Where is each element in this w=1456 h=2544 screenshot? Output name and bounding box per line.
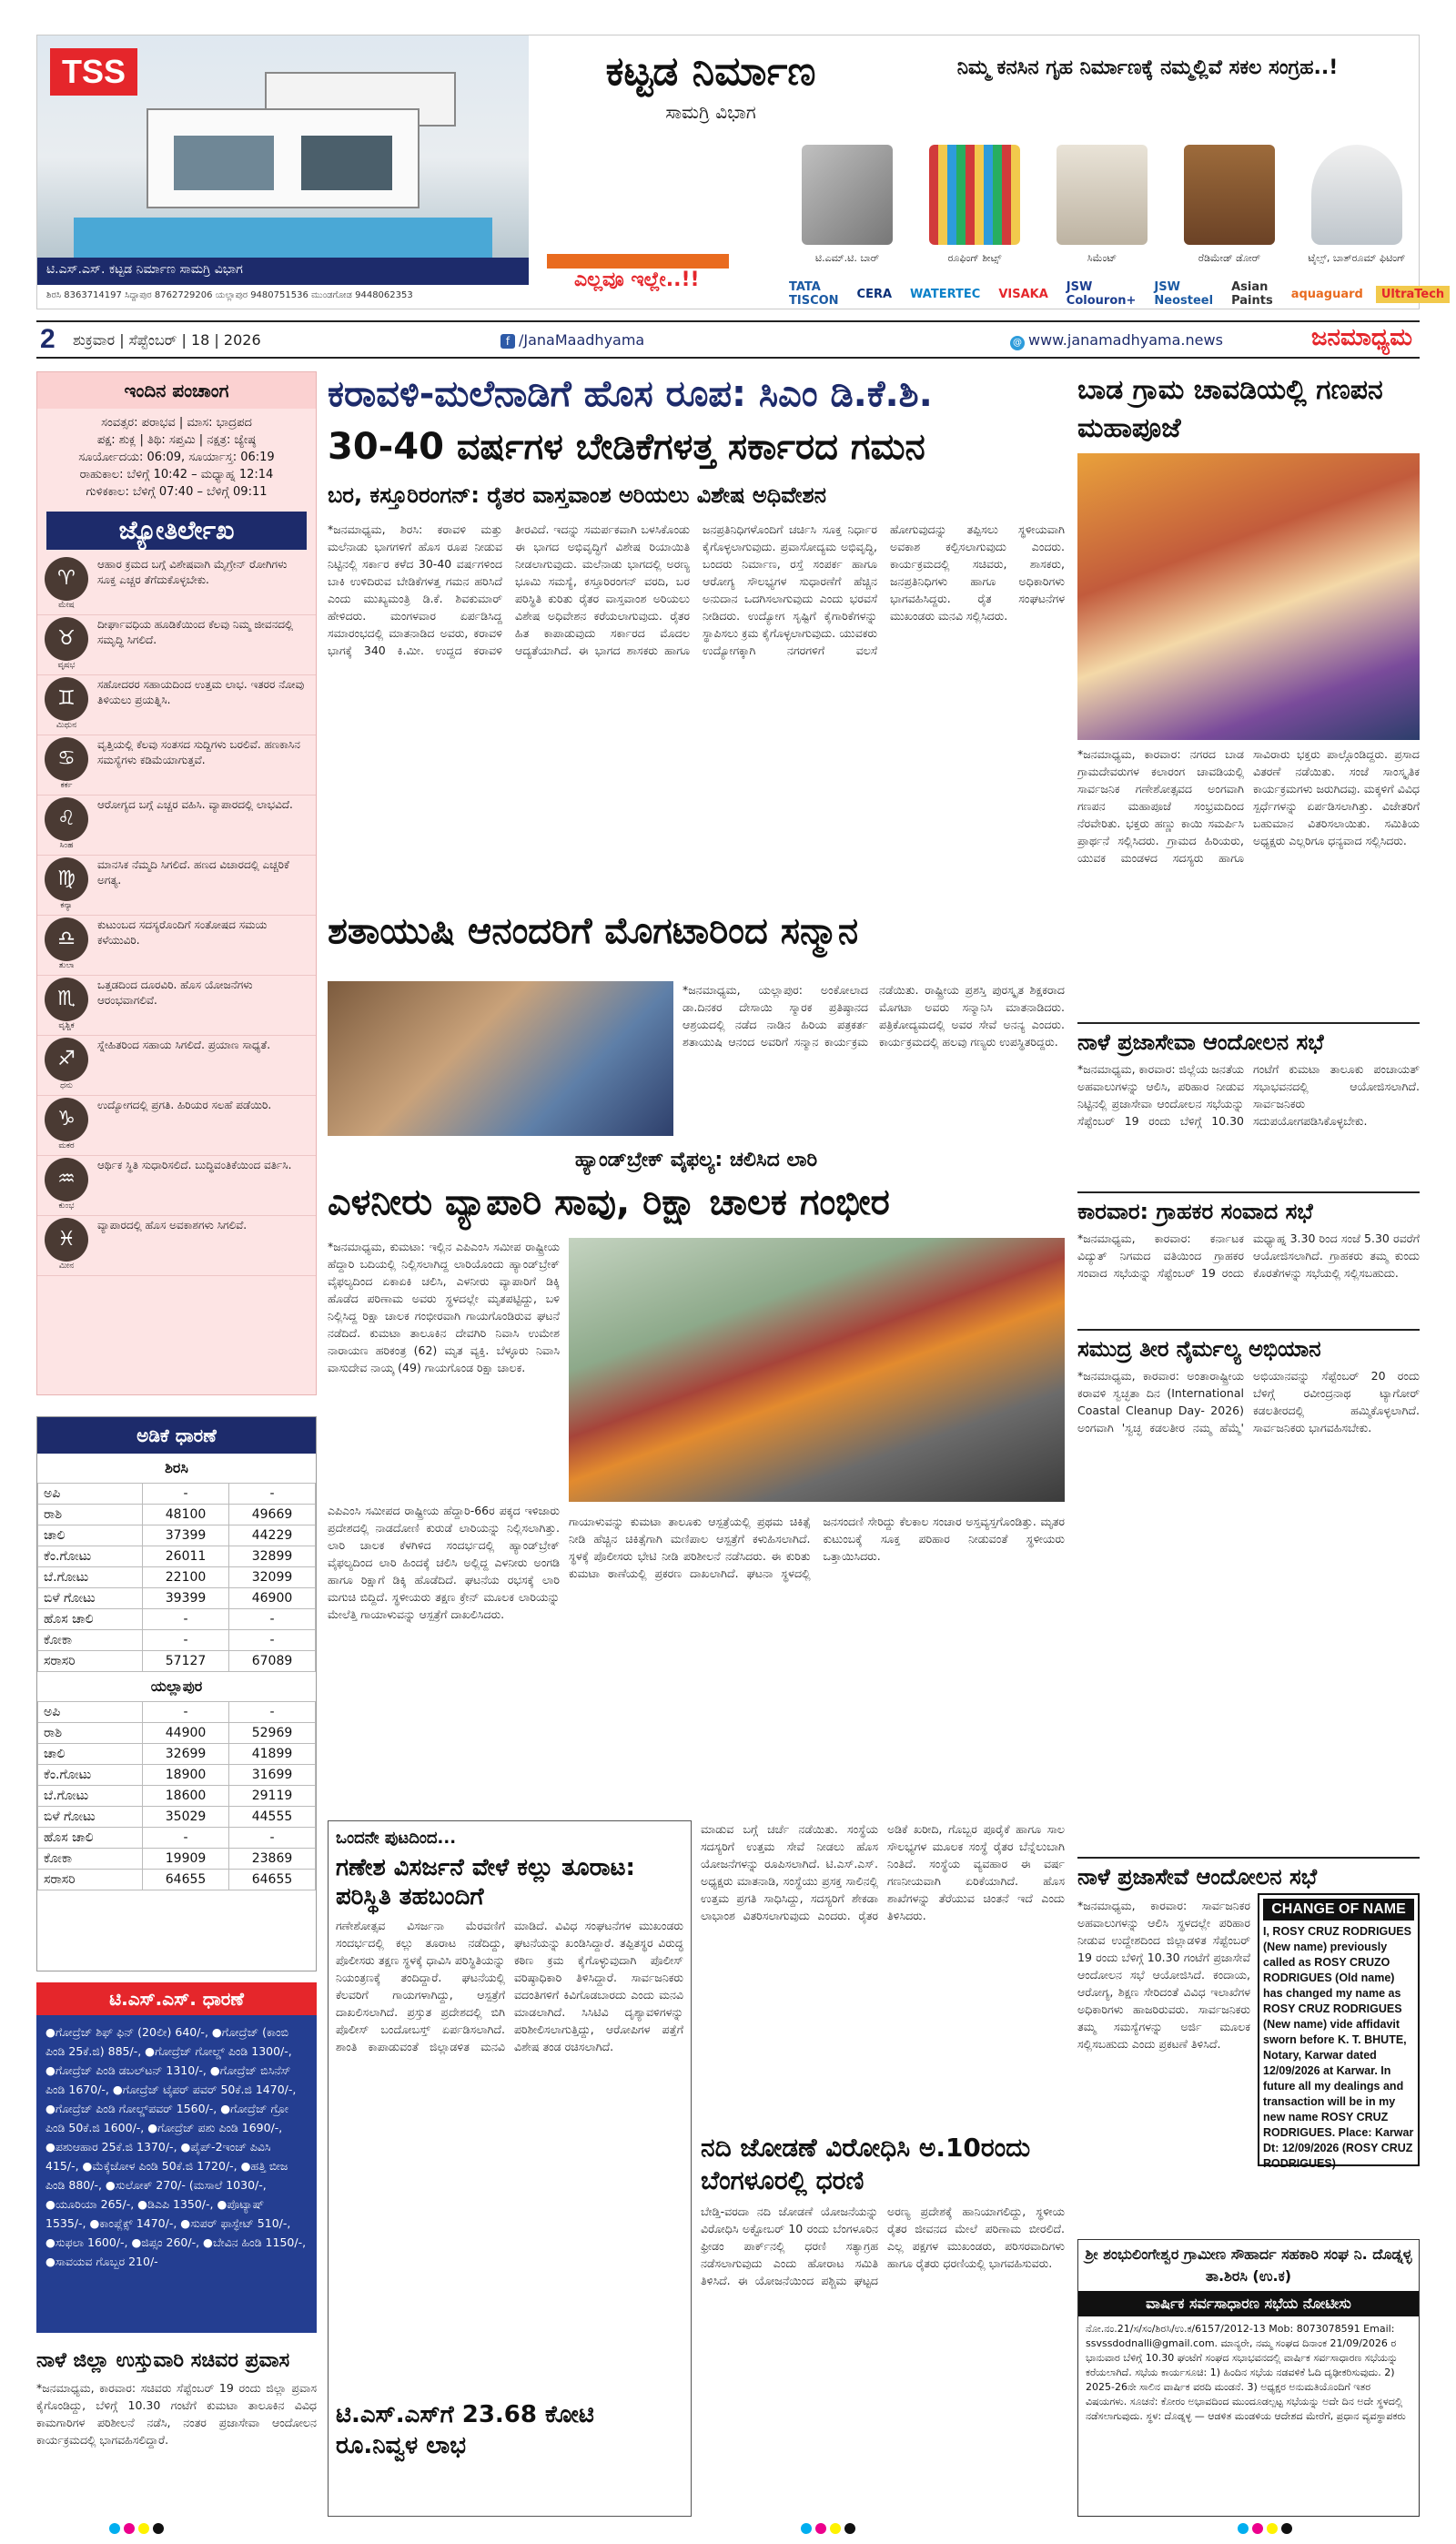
arecanut-rates-box [36, 1416, 317, 1971]
tss-profit-headline: ಟಿ.ಎಸ್.ಎಸ್‌ಗೆ 23.68 ಕೋಟಿ ರೂ.ನಿವ್ವಳ ಲಾಭ [336, 2401, 594, 2459]
market-name: ಯಲ್ಲಾಪುರ [37, 1672, 316, 1701]
max-rate: 44555 [229, 1807, 316, 1828]
zodiac-name: ವೃಷಭ [57, 661, 76, 670]
facebook-icon: f [500, 334, 515, 349]
cooperative-name: ಶ್ರೀ ಶಂಭುಲಿಂಗೇಶ್ವರ ಗ್ರಾಮೀಣ ಸೌಹಾರ್ದ ಸಹಕಾರಿ ಸಂಘ ನಿ. ದೊಡ್ನಳ್ಳ ತಾ.ಶಿರಸಿ (ಉ.ಕ) [1085, 2245, 1412, 2285]
agm-notice-title: ವಾರ್ಷಿಕ ಸರ್ವಸಾಧಾರಣ ಸಭೆಯ ನೋಟೀಸು [1078, 2291, 1419, 2316]
article-body: *ಜನಮಾಧ್ಯಮ, ಕಾರವಾರ: ಸಚಿವರು ಸೆಪ್ಟೆಂಬರ್ 19 ರಂದು ಜಿಲ್ಲಾ ಪ್ರವಾಸ ಕೈಗೊಂಡಿದ್ದು, ಬೆಳಿಗ್ಗೆ 10.30 ಗಂಟೆಗೆ ಕುಮಟಾ ತಾಲೂಕಿನ ವಿವಿಧ ಕಾಮಗಾರಿಗಳ ಪರಿಶೀಲನೆ ನಡೆಸಿ, ನಂತರ ಪ್ರಜಾಸೇವಾ ಆಂದೋಲನ ಕಾರ್ಯಕ್ರಮದಲ್ಲಿ ಭಾಗವಹಿಸಲಿದ್ದಾರೆ. [36, 2381, 317, 2447]
product-roofing-sheets: ರೂಫಿಂಗ್ ಶೀಟ್ಸ್ [911, 145, 1038, 281]
zodiac-name: ಮಕರ [58, 1141, 75, 1150]
panchanga-title: ಇಂದಿನ ಪಂಚಾಂಗ [37, 372, 316, 409]
ad-slogan-band [547, 254, 756, 301]
tss-profit-body: ಮಾಡುವ ಬಗ್ಗೆ ಚರ್ಚೆ ನಡೆಯಿತು. ಸಂಸ್ಥೆಯ ಸದಸ್ಯರಿಗೆ ಉತ್ತಮ ಸೇವೆ ನೀಡಲು ಹೊಸ ಯೋಜನೆಗಳನ್ನು ರೂಪಿಸಲಾಗಿದೆ. ಟಿ.ಎಸ್.ಎಸ್. ಅಧ್ಯಕ್ಷರು ಮಾತನಾಡಿ, ಸಂಸ್ಥೆಯು ಪ್ರಸಕ್ತ ಸಾಲಿನಲ್ಲಿ ಉತ್ತಮ ಪ್ರಗತಿ ಸಾಧಿಸಿದ್ದು, ಸದಸ್ಯರಿಗೆ ಶೇಕಡಾ ಲಾಭಾಂಶ ವಿತರಿಸಲಾಗುವುದು ಎಂದರು. ರೈತರ ಅಡಿಕೆ ಖರೀದಿ, ಗೊಬ್ಬರ ಪೂರೈಕೆ ಹಾಗೂ ಸಾಲ ಸೌಲಭ್ಯಗಳ ಮೂಲಕ ಸಂಸ್ಥೆ ರೈತರ ಬೆನ್ನೆಲುಬಾಗಿ ನಿಂತಿದೆ. ಸಂಸ್ಥೆಯ ವ್ಯವಹಾರ ಈ ವರ್ಷ ಗಣನೀಯವಾಗಿ ಏರಿಕೆಯಾಗಿದೆ. ಹೊಸ ಶಾಖೆಗಳನ್ನು ತೆರೆಯುವ ಚಿಂತನೆ ಇದೆ ಎಂದು ತಿಳಿಸಿದರು. [701, 1822, 1065, 1922]
tss-rates-title: ಟಿ.ಎಸ್.ಎಸ್. ಧಾರಣೆ [36, 1982, 317, 2015]
variety-name: ಕೋಕಾ [38, 1849, 143, 1870]
min-rate: - [143, 1484, 229, 1505]
ganesha-body: ಗಣೇಶೋತ್ಸವ ವಿಸರ್ಜನಾ ಮೆರವಣಿಗೆ ಸಂದರ್ಭದಲ್ಲಿ ಕಲ್ಲು ತೂರಾಟ ನಡೆದಿದ್ದು, ಪೊಲೀಸರು ತಕ್ಷಣ ಸ್ಥಳಕ್ಕೆ ಧಾವಿಸಿ ಪರಿಸ್ಥಿತಿಯನ್ನು ನಿಯಂತ್ರಣಕ್ಕೆ ತಂದಿದ್ದಾರೆ. ಘಟನೆಯಲ್ಲಿ ಕೆಲವರಿಗೆ ಗಾಯಗಳಾಗಿದ್ದು, ಆಸ್ಪತ್ರೆಗೆ ದಾಖಲಿಸಲಾಗಿದೆ. ಪ್ರಸ್ತುತ ಪ್ರದೇಶದಲ್ಲಿ ಬಿಗಿ ಪೊಲೀಸ್ ಬಂದೋಬಸ್ತ್ ಏರ್ಪಡಿಸಲಾಗಿದೆ. ಶಾಂತಿ ಕಾಪಾಡುವಂತೆ ಜಿಲ್ಲಾಡಳಿತ ಮನವಿ ಮಾಡಿದೆ. ವಿವಿಧ ಸಂಘಟನೆಗಳ ಮುಖಂಡರು ಘಟನೆಯನ್ನು ಖಂಡಿಸಿದ್ದಾರೆ. ತಪ್ಪಿತಸ್ಥರ ವಿರುದ್ಧ ಕಠಿಣ ಕ್ರಮ ಕೈಗೊಳ್ಳುವುದಾಗಿ ಪೊಲೀಸ್ ವರಿಷ್ಠಾಧಿಕಾರಿ ತಿಳಿಸಿದ್ದಾರೆ. ಸಾರ್ವಜನಿಕರು ವದಂತಿಗಳಿಗೆ ಕಿವಿಗೊಡಬಾರದು ಎಂದು ಮನವಿ ಮಾಡಲಾಗಿದೆ. ಸಿಸಿಟಿವಿ ದೃಶ್ಯಾವಳಿಗಳನ್ನು ಪರಿಶೀಲಿಸಲಾಗುತ್ತಿದ್ದು, ಆರೋಪಿಗಳ ಪತ್ತೆಗೆ ವಿಶೇಷ ತಂಡ ರಚಿಸಲಾಗಿದೆ. [336, 1919, 683, 2053]
facebook-link[interactable]: f /JanaMaadhyama [500, 331, 644, 349]
max-rate: 31699 [229, 1765, 316, 1786]
page-date: ಶುಕ್ರವಾರ | ಸೆಪ್ಟೆಂಬರ್ | 18 | 2026 [73, 331, 261, 349]
ad-contacts: ಶಿರಸಿ 8363714197 ಸಿದ್ದಾಪುರ 8762729206 ಯಲ್ಲಾಪುರ 9480751536 ಮುಂಡಗೋಡ 9448062353 [37, 285, 529, 309]
horoscope-text: ಒತ್ತಡದಿಂದ ದೂರವಿರಿ. ಹೊಸ ಯೋಜನೆಗಳು ಆರಂಭವಾಗಲಿವೆ. [97, 978, 253, 1007]
ad-title: ಕಟ್ಟಡ ನಿರ್ಮಾಣ [605, 48, 816, 95]
horoscope-item [37, 1216, 316, 1276]
horoscope-text: ಆರ್ಥಿಕ ಸ್ಥಿತಿ ಸುಧಾರಿಸಲಿದೆ. ಬುದ್ಧಿವಂತಿಕೆಯಿಂದ ವರ್ತಿಸಿ. [97, 1159, 292, 1171]
continued-from-front-box [328, 1820, 692, 2517]
max-rate: 46900 [229, 1588, 316, 1609]
table-row [38, 1765, 316, 1786]
max-rate: - [229, 1828, 316, 1849]
ganapati-puja-headline: ಬಾಡ ಗ್ರಾಮ ಚಾವಡಿಯಲ್ಲಿ ಗಣಪನ ಮಹಾಪೂಜೆ [1077, 374, 1383, 444]
market-rate-table [37, 1701, 316, 1890]
tss-logo: TSS [50, 48, 137, 96]
tss-rates-box [36, 1982, 317, 2333]
river-link-body: ಬೇಡ್ತಿ-ವರದಾ ನದಿ ಜೋಡಣೆ ಯೋಜನೆಯನ್ನು ವಿರೋಧಿಸಿ ಅಕ್ಟೋಬರ್ 10 ರಂದು ಬೆಂಗಳೂರಿನ ಫ್ರೀಡಂ ಪಾರ್ಕ್‌ನಲ್ಲಿ ಧರಣಿ ಸತ್ಯಾಗ್ರಹ ನಡೆಸಲಾಗುವುದು ಎಂದು ಹೋರಾಟ ಸಮಿತಿ ತಿಳಿಸಿದೆ. ಈ ಯೋಜನೆಯಿಂದ ಪಶ್ಚಿಮ ಘಟ್ಟದ ಅರಣ್ಯ ಪ್ರದೇಶಕ್ಕೆ ಹಾನಿಯಾಗಲಿದ್ದು, ಸ್ಥಳೀಯ ರೈತರ ಜೀವನದ ಮೇಲೆ ಪರಿಣಾಮ ಬೀರಲಿದೆ. ಎಲ್ಲ ಪಕ್ಷಗಳ ಮುಖಂಡರು, ಪರಿಸರವಾದಿಗಳು ಹಾಗೂ ರೈತರು ಧರಣಿಯಲ್ಲಿ ಭಾಗವಹಿಸುವರು. [701, 2204, 1065, 2287]
masthead: ಜನಮಾಧ್ಯಮ [1311, 324, 1412, 351]
brand-logo: WATERTEC [910, 287, 981, 301]
max-rate: - [229, 1702, 316, 1723]
market-name: ಶಿರಸಿ [37, 1454, 316, 1483]
zodiac-name: ತುಲಾ [58, 961, 75, 970]
tss-rates-list: ●ಗೋದ್ರೆಜ್ ಶಿಫ್ ಫಿನ್ (20ಲೀ) 640/-, ●ಗೋದ್ರೆಜ್ (ಕಾಂಬಿ ಪಿಂಡಿ 25ಕೆ.ಜಿ) 885/-, ●ಗೋದ್ರೆಜ್ ಗೋಲ್ಡ್ ಪಿಂಡಿ 1300/-, ●ಗೋದ್ರೆಜ್ ಪಿಂಡಿ ಡಬಲ್‌ಟನ್ 1310/-, ●ಗೋದ್ರೆಜ್ ಬಿಸಿನೆಸ್ ಪಿಂಡಿ 1670/-, ●ಗೋದ್ರೆಜ್ ಟೈಪರ್ ಪವರ್ 50ಕೆ.ಜಿ 1470/-, ●ಗೋದ್ರೆಜ್ ಪಿಂಡಿ ಗೋಲ್ಡ್‌ಪವರ್ 1560/-, ●ಗೋದ್ರೆಜ್ ಗ್ರೋ ಪಿಂಡಿ 50ಕೆ.ಜಿ 1600/-, ●ಗೋದ್ರೆಜ್ ಪಶು ಪಿಂಡಿ 1690/-, ●ಪಶುಆಹಾರ 25ಕೆ.ಜಿ 1370/-, ●ಪೈಪ್-2ಇಂಚ್ ಪಿವಿಸಿ 415/-, ●ಮೆಕ್ಕೆಜೋಳ ಪಿಂಡಿ 50ಕೆ.ಜಿ 1720/-, ●ಹತ್ತಿ ಬೀಜ ಪಿಂಡಿ 880/-, ●ಸುಲೋಕ್ 270/- (ಮಸಾಲೆ 1030/-, ●ಯೂರಿಯಾ 265/-, ●ಡಿಎಪಿ 1350/-, ●ಪೊಟ್ಯಾಷ್ 1535/-, ●ಕಾಂಪ್ಲೆಕ್ಸ್ 1470/-, ●ಸುಪರ್ ಫಾಸ್ಫೇಟ್ 510/-, ●ಸುಫಲಾ 1600/-, ●ಜಿಪ್ಸಂ 260/-, ●ಬೇವಿನ ಹಿಂಡಿ 1150/-, ●ಸಾವಯವ ಗೊಬ್ಬರ 210/- [46, 2025, 307, 2268]
cooperative-notice [1077, 2239, 1420, 2517]
variety-name: ಕೆಂ.ಗೋಟು [38, 1765, 143, 1786]
min-rate: 19909 [143, 1849, 229, 1870]
zodiac-name: ಕರ್ಕ [60, 781, 73, 790]
accident-photo [569, 1238, 1065, 1502]
ad-tagline: ನಿಮ್ಮ ಕನಸಿನ ಗೃಹ ನಿರ್ಮಾಣಕ್ಕೆ ನಮ್ಮಲ್ಲಿವೆ ಸಕಲ ಸಂಗ್ರಹ..! [956, 56, 1339, 79]
table-row [38, 1828, 316, 1849]
river-link-headline: ನದಿ ಜೋಡಣೆ ವಿರೋಧಿಸಿ ಅ.10ರಂದು ಬೆಂಗಳೂರಲ್ಲಿ ಧರಣಿ [701, 2133, 1031, 2195]
zodiac-name: ಮಿಥುನ [56, 721, 77, 730]
brand-logo: JSW Neosteel [1154, 280, 1214, 308]
coastal-cleanup-body: *ಜನಮಾಧ್ಯಮ, ಕಾರವಾರ: ಅಂತಾರಾಷ್ಟ್ರೀಯ ಕರಾವಳಿ ಸ್ವಚ್ಛತಾ ದಿನ (International Coastal Cleanup Day- 2026) ಅಂಗವಾಗಿ 'ಸ್ವಚ್ಛ ಕಡಲತೀರ ನಮ್ಮ ಹೆಮ್ಮೆ' ಅಭಿಯಾನವನ್ನು ಸೆಪ್ಟೆಂಬರ್ 20 ರಂದು ಬೆಳಿಗ್ಗೆ ರವೀಂದ್ರನಾಥ ಟ್ಯಾಗೋರ್ ಕಡಲತೀರದಲ್ಲಿ ಹಮ್ಮಿಕೊಳ್ಳಲಾಗಿದೆ. ಸಾರ್ವಜನಿಕರು ಭಾಗವಹಿಸಬೇಕು. [1077, 1369, 1420, 1434]
max-rate: 29119 [229, 1786, 316, 1807]
horoscope-text: ದೀರ್ಘಾವಧಿಯ ಹೂಡಿಕೆಯಿಂದ ಕೆಲವು ನಿಮ್ಮ ಜೀವನದಲ್ಲಿ ಸಮೃದ್ಧಿ ಸಿಗಲಿದೆ. [97, 618, 294, 646]
variety-name: ಸರಾಸರಿ [38, 1651, 143, 1672]
change-of-name-title: CHANGE OF NAME [1263, 1899, 1414, 1921]
table-row [38, 1588, 316, 1609]
praja-seve-headline-2: ನಾಳೆ ಪ್ರಜಾಸೇವೆ ಆಂದೋಲನ ಸಭೆ [1077, 1857, 1420, 1891]
brand-logo: UltraTech [1376, 286, 1450, 303]
table-row [38, 1484, 316, 1505]
product-door: ರೆಡಿಮೇಡ್ ಡೋರ್ [1166, 145, 1293, 281]
zodiac-icon: ♐ [45, 1038, 88, 1081]
variety-name: ಅಪಿ [38, 1702, 143, 1723]
table-row [38, 1651, 316, 1672]
brand-logo: CERA [856, 287, 893, 301]
agm-notice-body: ನೋ.ನಂ.21/ಸ/ಸಂ/ಶಿರಸಿ/ಉ.ಕ/6157/2012-13 Mob: 8073078591 Email: ssvssdodnalli@gmail.com. ಮಾನ್ಯರೇ, ನಮ್ಮ ಸಂಘದ ದಿನಾಂಕ 21/09/2026 ರ ಭಾನುವಾರ ಬೆಳಿಗ್ಗೆ 10.30 ಘಂಟೆಗೆ ಸಂಘದ ಸಭಾಭವನದಲ್ಲಿ ವಾರ್ಷಿಕ ಸರ್ವಸಾಧಾರಣ ಸಭೆಯನ್ನು ಕರೆಯಲಾಗಿದೆ. ಸಭೆಯ ಕಾರ್ಯಸೂಚಿ: 1) ಹಿಂದಿನ ಸಭೆಯ ನಡವಳಿಕೆ ಓದಿ ದೃಢೀಕರಿಸುವುದು. 2) 2025-26ನೇ ಸಾಲಿನ ವಾರ್ಷಿಕ ವರದಿ ಮಂಡನೆ. 3) ಅಧ್ಯಕ್ಷರ ಅನುಮತಿಯೊಂದಿಗೆ ಇತರ ವಿಷಯಗಳು. ಸೂಚನೆ: ಕೋರಂ ಅಭಾವದಿಂದ ಮುಂದೂಡಲ್ಪಟ್ಟ ಸಭೆಯನ್ನು ಅದೇ ದಿನ ಅದೇ ಸ್ಥಳದಲ್ಲಿ ನಡೆಸಲಾಗುವುದು. ಸ್ಥಳ: ದೊಡ್ನಳ್ಳ — ಆಡಳಿತ ಮಂಡಳಿಯ ಆದೇಶದ ಮೇರೆಗೆ, ಪ್ರಧಾನ ವ್ಯವಸ್ಥಾಪಕರು [1086, 2323, 1406, 2422]
arecanut-rates-title: ಅಡಿಕೆ ಧಾರಣೆ [37, 1417, 316, 1454]
zodiac-icon: ♍ [45, 857, 88, 901]
variety-name: ಕೋಕಾ [38, 1630, 143, 1651]
min-rate: 44900 [143, 1723, 229, 1744]
horoscope-item [37, 916, 316, 976]
min-rate: 37399 [143, 1525, 229, 1546]
lead-headline-1: ಕರಾವಳಿ-ಮಲೆನಾಡಿಗೆ ಹೊಸ ರೂಪ: ಸಿಎಂ ಡಿ.ಕೆ.ಶಿ. [328, 373, 933, 415]
variety-name: ಚಾಲಿ [38, 1744, 143, 1765]
variety-name: ಚಾಲಿ [38, 1525, 143, 1546]
accident-kicker: ಹ್ಯಾಂಡ್‌ಬ್ರೇಕ್ ವೈಫಲ್ಯ: ಚಲಿಸಿದ ಲಾರಿ [574, 1149, 818, 1171]
zodiac-icon: ♋ [45, 737, 88, 781]
product-cement: ಸಿಮೆಂಟ್ [1038, 145, 1166, 281]
table-row [38, 1807, 316, 1828]
ad-house-photo [37, 35, 529, 258]
praja-seva-headline: ನಾಳೆ ಪ್ರಜಾಸೇವಾ ಆಂದೋಲನ ಸಭೆ [1077, 1022, 1420, 1057]
felicitation-photo [328, 981, 673, 1136]
brand-logo: Asian Paints [1231, 280, 1273, 308]
zodiac-icon: ♎ [45, 917, 88, 961]
panchanga-details: ಸಂವತ್ಸರ: ಪರಾಭವ | ಮಾಸ: ಭಾದ್ರಪದ ಪಕ್ಷ: ಶುಕ್ಲ | ತಿಥಿ: ಸಪ್ತಮಿ | ನಕ್ಷತ್ರ: ಜ್ಯೇಷ್ಠ ಸೂರ್ಯೋದಯ: 06:09, ಸೂರ್ಯಾಸ್ತ: 06:19 ರಾಹುಕಾಲ: ಬೆಳಿಗ್ಗೆ 10:42 – ಮಧ್ಯಾಹ್ನ 12:14 ಗುಳಿಕಕಾಲ: ಬೆಳಿಗ್ಗೆ 07:40 – ಬೆಳಿಗ್ಗೆ 09:11 [78, 416, 275, 499]
min-rate: 26011 [143, 1546, 229, 1567]
brand-logo: aquaguard [1290, 287, 1363, 301]
min-rate: 64655 [143, 1870, 229, 1890]
variety-name: ಅಪಿ [38, 1484, 143, 1505]
min-rate: 18900 [143, 1765, 229, 1786]
max-rate: - [229, 1630, 316, 1651]
max-rate: - [229, 1484, 316, 1505]
variety-name: ಹೊಸ ಚಾಲಿ [38, 1828, 143, 1849]
table-row [38, 1870, 316, 1890]
change-of-name-notice [1258, 1893, 1420, 2170]
coastal-cleanup-article [1077, 1329, 1420, 1504]
variety-name: ಬೆ.ಗೋಟು [38, 1786, 143, 1807]
horoscope-text: ಆರೋಗ್ಯದ ಬಗ್ಗೆ ಎಚ್ಚರ ವಹಿಸಿ. ವ್ಯಾಪಾರದಲ್ಲಿ ಲಾಭವಿದೆ. [97, 798, 293, 811]
lead-headline-2: 30-40 ವರ್ಷಗಳ ಬೇಡಿಕೆಗಳತ್ತ ಸರ್ಕಾರದ ಗಮನ [328, 426, 925, 468]
max-rate: - [229, 1609, 316, 1630]
table-row [38, 1744, 316, 1765]
min-rate: 39399 [143, 1588, 229, 1609]
horoscope-item [37, 615, 316, 675]
praja-seva-article [1077, 1022, 1420, 1179]
table-row [38, 1849, 316, 1870]
max-rate: 49669 [229, 1505, 316, 1525]
horoscope-item [37, 1036, 316, 1096]
panchanga-box [36, 371, 317, 1395]
website-link[interactable]: @ www.janamadhyama.news [1010, 331, 1223, 350]
table-row [38, 1786, 316, 1807]
max-rate: 32899 [229, 1546, 316, 1567]
brand-logo: VISAKA [998, 287, 1048, 301]
min-rate: - [143, 1630, 229, 1651]
horoscope-item [37, 796, 316, 856]
zodiac-name: ವೃಶ್ಚಿಕ [58, 1021, 75, 1030]
minister-visit-article [36, 2348, 317, 2512]
horoscope-text: ಉದ್ಯೋಗದಲ್ಲಿ ಪ್ರಗತಿ. ಹಿರಿಯರ ಸಲಹೆ ಪಡೆಯಿರಿ. [97, 1099, 272, 1111]
brand-logo: TATA TISCON [789, 280, 839, 308]
min-rate: 48100 [143, 1505, 229, 1525]
table-row [38, 1723, 316, 1744]
page-number: 2 [40, 324, 56, 354]
horoscope-text: ವೃತ್ತಿಯಲ್ಲಿ ಕೆಲವು ಸಂತಸದ ಸುದ್ದಿಗಳು ಬರಲಿವೆ. ಹಣಕಾಸಿನ ಸಮಸ್ಯೆಗಳು ಕಡಿಮೆಯಾಗುತ್ತವೆ. [97, 738, 300, 766]
variety-name: ಹೊಸ ಚಾಲಿ [38, 1609, 143, 1630]
table-row [38, 1567, 316, 1588]
lead-deck: ಬರ, ಕಸ್ತೂರಿರಂಗನ್: ರೈತರ ವಾಸ್ತವಾಂಶ ಅರಿಯಲು ವಿಶೇಷ ಅಧಿವೇಶನ [328, 482, 826, 508]
page-header-strip [36, 320, 1420, 359]
zodiac-icon: ♌ [45, 797, 88, 841]
globe-icon: @ [1010, 336, 1025, 350]
horoscope-text: ಸ್ನೇಹಿತರಿಂದ ಸಹಾಯ ಸಿಗಲಿದೆ. ಪ್ರಯಾಣ ಸಾಧ್ಯತೆ. [97, 1039, 271, 1051]
felicitation-headline: ಶತಾಯುಷಿ ಆನಂದರಿಗೆ ಮೊಗಟಾರಿಂದ ಸನ್ಮಾನ [328, 910, 859, 952]
horoscope-item [37, 856, 316, 916]
horoscope-list [37, 555, 316, 1276]
table-row [38, 1630, 316, 1651]
zodiac-icon: ♓ [45, 1218, 88, 1262]
horoscope-item [37, 675, 316, 735]
max-rate: 44229 [229, 1525, 316, 1546]
horoscope-text: ಮಾನಸಿಕ ನೆಮ್ಮದಿ ಸಿಗಲಿದೆ. ಹಣದ ವಿಚಾರದಲ್ಲಿ ಎಚ್ಚರಿಕೆ ಅಗತ್ಯ. [97, 858, 289, 887]
ad-brand-row [784, 280, 1445, 308]
ad-subtitle: ಸಾಮಗ್ರಿ ವಿಭಾಗ [665, 101, 756, 123]
ganesha-headline: ಗಣೇಶ ವಿಸರ್ಜನೆ ವೇಳೆ ಕಲ್ಲು ತೂರಾಟ: ಪರಿಸ್ಥಿತಿ ತಹಬಂದಿಗೆ [336, 1854, 635, 1911]
zodiac-icon: ♊ [45, 677, 88, 721]
zodiac-name: ಧನು [60, 1081, 73, 1090]
max-rate: 52969 [229, 1723, 316, 1744]
table-row [38, 1546, 316, 1567]
accident-body-1: *ಜನಮಾಧ್ಯಮ, ಕುಮಟಾ: ಇಲ್ಲಿನ ಎಪಿಎಂಸಿ ಸಮೀಪ ರಾಷ್ಟ್ರೀಯ ಹೆದ್ದಾರಿ ಬದಿಯಲ್ಲಿ ನಿಲ್ಲಿಸಲಾಗಿದ್ದ ಲಾರಿಯೊಂದು ಹ್ಯಾಂಡ್‌ಬ್ರೇಕ್ ವೈಫಲ್ಯದಿಂದ ಏಕಾಏಕಿ ಚಲಿಸಿ, ಎಳನೀರು ವ್ಯಾಪಾರಿಗೆ ಡಿಕ್ಕಿ ಹೊಡೆದ ಪರಿಣಾಮ ಅವರು ಸ್ಥಳದಲ್ಲೇ ಮೃತಪಟ್ಟಿದ್ದು, ಬಳಿ ನಿಲ್ಲಿಸಿದ್ದ ರಿಕ್ಷಾ ಚಾಲಕ ಗಂಭೀರವಾಗಿ ಗಾಯಗೊಂಡಿರುವ ಘಟನೆ ನಡೆದಿದೆ. ಕುಮಟಾ ತಾಲೂಕಿನ ದೇವಗಿರಿ ನಿವಾಸಿ ಉಮೇಶ ನಾರಾಯಣ ಹರಿಕಂತ್ರ (62) ಮೃತ ವ್ಯಕ್ತಿ. ಬೆಳ್ಳೂರು ನಿವಾಸಿ ವಾಸುದೇವ ನಾಯ್ಕ (49) ಗಾಯಗೊಂಡ ರಿಕ್ಷಾ ಚಾಲಕ. [328, 1240, 560, 1374]
accident-body-3: ಗಾಯಾಳುವನ್ನು ಕುಮಟಾ ತಾಲೂಕು ಆಸ್ಪತ್ರೆಯಲ್ಲಿ ಪ್ರಥಮ ಚಿಕಿತ್ಸೆ ನೀಡಿ ಹೆಚ್ಚಿನ ಚಿಕಿತ್ಸೆಗಾಗಿ ಮಣಿಪಾಲ ಆಸ್ಪತ್ರೆಗೆ ಕಳುಹಿಸಲಾಗಿದೆ. ಸ್ಥಳಕ್ಕೆ ಪೊಲೀಸರು ಭೇಟಿ ನೀಡಿ ಪರಿಶೀಲನೆ ನಡೆಸಿದರು. ಈ ಕುರಿತು ಕುಮಟಾ ಠಾಣೆಯಲ್ಲಿ ಪ್ರಕರಣ ದಾಖಲಾಗಿದೆ. ಘಟನಾ ಸ್ಥಳದಲ್ಲಿ ಜನಸಂದಣಿ ಸೇರಿದ್ದು ಕೆಲಕಾಲ ಸಂಚಾರ ಅಸ್ತವ್ಯಸ್ತಗೊಂಡಿತ್ತು. ಮೃತರ ಕುಟುಂಬಕ್ಕೆ ಸೂಕ್ತ ಪರಿಹಾರ ನೀಡುವಂತೆ ಸ್ಥಳೀಯರು ಒತ್ತಾಯಿಸಿದರು. [569, 1515, 1065, 1580]
min-rate: - [143, 1702, 229, 1723]
max-rate: 23869 [229, 1849, 316, 1870]
praja-seva-body: *ಜನಮಾಧ್ಯಮ, ಕಾರವಾರ: ಜಿಲ್ಲೆಯ ಜನತೆಯ ಅಹವಾಲುಗಳನ್ನು ಆಲಿಸಿ, ಪರಿಹಾರ ನೀಡುವ ನಿಟ್ಟಿನಲ್ಲಿ ಪ್ರಜಾಸೇವಾ ಆಂದೋಲನ ಸಭೆಯನ್ನು ಸೆಪ್ಟೆಂಬರ್ 19 ರಂದು ಬೆಳಿಗ್ಗೆ 10.30 ಗಂಟೆಗೆ ಕುಮಟಾ ತಾಲೂಕು ಪಂಚಾಯತ್ ಸಭಾಭವನದಲ್ಲಿ ಆಯೋಜಿಸಲಾಗಿದೆ. ಸಾರ್ವಜನಿಕರು ಸದುಪಯೋಗಪಡಿಸಿಕೊಳ್ಳಬೇಕು. [1077, 1062, 1420, 1128]
max-rate: 67089 [229, 1651, 316, 1672]
zodiac-name: ಮೇಷ [58, 601, 75, 610]
accident-body-2: ಎಪಿಎಂಸಿ ಸಮೀಪದ ರಾಷ್ಟ್ರೀಯ ಹೆದ್ದಾರಿ-66ರ ಪಕ್ಕದ ಇಳಿಜಾರು ಪ್ರದೇಶದಲ್ಲಿ ನಾಡದೋಣಿ ಕುರುಡೆ ಲಾರಿಯನ್ನು ನಿಲ್ಲಿಸಲಾಗಿತ್ತು. ಲಾರಿ ಚಾಲಕ ಕೆಳಗಿಳಿದ ಸಂದರ್ಭದಲ್ಲಿ ಹ್ಯಾಂಡ್‌ಬ್ರೇಕ್ ವೈಫಲ್ಯದಿಂದ ಲಾರಿ ಹಿಂದಕ್ಕೆ ಚಲಿಸಿ ಅಲ್ಲಿದ್ದ ಎಳನೀರು ಅಂಗಡಿ ಹಾಗೂ ರಿಕ್ಷಾಗೆ ಡಿಕ್ಕಿ ಹೊಡೆದಿದೆ. ಘಟನೆಯ ರಭಸಕ್ಕೆ ಲಾರಿ ಮಗುಚಿ ಬಿದ್ದಿದೆ. ಸ್ಥಳೀಯರು ತಕ್ಷಣ ಕ್ರೇನ್ ಮೂಲಕ ಲಾರಿಯನ್ನು ಮೇಲೆತ್ತಿ ಗಾಯಾಳುವನ್ನು ಆಸ್ಪತ್ರೆಗೆ ದಾಖಲಿಸಿದರು. [328, 1504, 560, 1621]
ganapati-puja-body: *ಜನಮಾಧ್ಯಮ, ಕಾರವಾರ: ನಗರದ ಬಾಡ ಗ್ರಾಮದೇವರುಗಳ ಕಲಾರಂಗ ಚಾವಡಿಯಲ್ಲಿ ಸಾರ್ವಜನಿಕ ಗಣೇಶೋತ್ಸವದ ಅಂಗವಾಗಿ ಗಣಪನ ಮಹಾಪೂಜೆ ಸಂಭ್ರಮದಿಂದ ನೆರವೇರಿತು. ಭಕ್ತರು ಹಣ್ಣು ಕಾಯಿ ಸಮರ್ಪಿಸಿ ಪ್ರಾರ್ಥನೆ ಸಲ್ಲಿಸಿದರು. ಗ್ರಾಮದ ಹಿರಿಯರು, ಯುವಕ ಮಂಡಳದ ಸದಸ್ಯರು ಹಾಗೂ ಸಾವಿರಾರು ಭಕ್ತರು ಪಾಲ್ಗೊಂಡಿದ್ದರು. ಪ್ರಸಾದ ವಿತರಣೆ ನಡೆಯಿತು. ಸಂಜೆ ಸಾಂಸ್ಕೃತಿಕ ಕಾರ್ಯಕ್ರಮಗಳು ಜರುಗಿದವು. ಮಕ್ಕಳಿಗೆ ವಿವಿಧ ಸ್ಪರ್ಧೆಗಳನ್ನು ಏರ್ಪಡಿಸಲಾಗಿತ್ತು. ವಿಜೇತರಿಗೆ ಬಹುಮಾನ ವಿತರಿಸಲಾಯಿತು. ಸಮಿತಿಯ ಅಧ್ಯಕ್ಷರು ಎಲ್ಲರಿಗೂ ಧನ್ಯವಾದ ಸಲ್ಲಿಸಿದರು. [1077, 747, 1420, 865]
variety-name: ಕೆಂ.ಗೋಟು [38, 1546, 143, 1567]
max-rate: 32099 [229, 1567, 316, 1588]
horoscope-item [37, 976, 316, 1036]
ad-slogan: ಎಲ್ಲವೂ ಇಲ್ಲೇ..!! [574, 269, 700, 291]
brand-logo: JSW Colouron+ [1066, 280, 1137, 308]
horoscope-text: ವ್ಯಾಪಾರದಲ್ಲಿ ಹೊಸ ಅವಕಾಶಗಳು ಸಿಗಲಿವೆ. [97, 1219, 248, 1231]
max-rate: 64655 [229, 1870, 316, 1890]
horoscope-text: ಕುಟುಂಬದ ಸದಸ್ಯರೊಂದಿಗೆ ಸಂತೋಷದ ಸಮಯ ಕಳೆಯುವಿರಿ. [97, 918, 268, 947]
horoscope-title: ಜ್ಯೋತಿರ್ಲೇಖ [46, 512, 307, 550]
lead-article-body: *ಜನಮಾಧ್ಯಮ, ಶಿರಸಿ: ಕರಾವಳಿ ಮತ್ತು ಮಲೆನಾಡು ಭಾಗಗಳಿಗೆ ಹೊಸ ರೂಪ ನೀಡುವ ನಿಟ್ಟಿನಲ್ಲಿ ಸರ್ಕಾರ ಕಳೆದ 30-40 ವರ್ಷಗಳಿಂದ ಬಾಕಿ ಉಳಿದಿರುವ ಬೇಡಿಕೆಗಳತ್ತ ಗಮನ ಹರಿಸಿದೆ ಎಂದು ಮುಖ್ಯಮಂತ್ರಿ ಡಿ.ಕೆ. ಶಿವಕುಮಾರ್ ಹೇಳಿದರು. ಮಂಗಳವಾರ ಏರ್ಪಡಿಸಿದ್ದ ಸಮಾರಂಭದಲ್ಲಿ ಮಾತನಾಡಿದ ಅವರು, ಕರಾವಳಿ ಭಾಗಕ್ಕೆ 340 ಕಿ.ಮೀ. ಉದ್ದದ ಕರಾವಳಿ ತೀರವಿದೆ. ಇದನ್ನು ಸಮರ್ಪಕವಾಗಿ ಬಳಸಿಕೊಂಡು ಈ ಭಾಗದ ಅಭಿವೃದ್ಧಿಗೆ ವಿಶೇಷ ರಿಯಾಯಿತಿ ನೀಡಲಾಗುವುದು. ಮಲೆನಾಡು ಭಾಗದಲ್ಲಿ ಅರಣ್ಯ ಭೂಮಿ ಸಮಸ್ಯೆ, ಕಸ್ತೂರಿರಂಗನ್ ವರದಿ, ಬರ ಪರಿಸ್ಥಿತಿ ಕುರಿತು ರೈತರ ವಾಸ್ತವಾಂಶ ಅರಿಯಲು ವಿಶೇಷ ಅಧಿವೇಶನ ಕರೆಯಲಾಗುವುದು. ರೈತರ ಹಿತ ಕಾಪಾಡುವುದು ಸರ್ಕಾರದ ಮೊದಲ ಆದ್ಯತೆಯಾಗಿದೆ. ಈ ಭಾಗದ ಶಾಸಕರು ಹಾಗೂ ಜನಪ್ರತಿನಿಧಿಗಳೊಂದಿಗೆ ಚರ್ಚಿಸಿ ಸೂಕ್ತ ನಿರ್ಧಾರ ಕೈಗೊಳ್ಳಲಾಗುವುದು. ಪ್ರವಾಸೋದ್ಯಮ ಅಭಿವೃದ್ಧಿ, ಬಂದರು ನಿರ್ಮಾಣ, ರಸ್ತೆ ಸಂಪರ್ಕ ಹಾಗೂ ಆರೋಗ್ಯ ಸೌಲಭ್ಯಗಳ ಸುಧಾರಣೆಗೆ ಹೆಚ್ಚಿನ ಅನುದಾನ ಒದಗಿಸಲಾಗುವುದು ಎಂದು ಭರವಸೆ ನೀಡಿದರು. ಉದ್ಯೋಗ ಸೃಷ್ಟಿಗೆ ಕೈಗಾರಿಕೆಗಳನ್ನು ಸ್ಥಾಪಿಸಲು ಕ್ರಮ ಕೈಗೊಳ್ಳಲಾಗುವುದು. ಯುವಕರು ಉದ್ಯೋಗಕ್ಕಾಗಿ ನಗರಗಳಿಗೆ ವಲಸೆ ಹೋಗುವುದನ್ನು ತಪ್ಪಿಸಲು ಸ್ಥಳೀಯವಾಗಿ ಅವಕಾಶ ಕಲ್ಪಿಸಲಾಗುವುದು ಎಂದರು. ಕಾರ್ಯಕ್ರಮದಲ್ಲಿ ಸಚಿವರು, ಶಾಸಕರು, ಜನಪ್ರತಿನಿಧಿಗಳು ಹಾಗೂ ಅಧಿಕಾರಿಗಳು ಭಾಗವಹಿಸಿದ್ದರು. ರೈತ ಸಂಘಟನೆಗಳ ಮುಖಂಡರು ಮನವಿ ಸಲ್ಲಿಸಿದರು. [328, 522, 1065, 657]
consumer-meet-headline: ಕಾರವಾರ: ಗ್ರಾಹಕರ ಸಂವಾದ ಸಭೆ [1077, 1191, 1420, 1226]
right-column [1077, 371, 1420, 1504]
zodiac-name: ಸಿಂಹ [59, 841, 74, 850]
change-of-name-text: I, ROSY CRUZ RODRIGUES (New name) previously called as ROSY CRUZO RODRIGUES (Old name) has changed my name as ROSY CRUZ RODRIGUES (New name) vide affidavit sworn before K. T. BHUTE, Notary, Karwar dated 12/09/2026 at Karwar. In future all my dealings and transaction will be in my new name ROSY CRUZ RODRIGUES. Place: Karwar Dt: 12/09/2026 (ROSY CRUZ RODRIGUES) [1263, 1925, 1414, 2170]
market-rate-table [37, 1483, 316, 1672]
accident-headline: ಎಳನೀರು ವ್ಯಾಪಾರಿ ಸಾವು, ರಿಕ್ಷಾ ಚಾಲಕ ಗಂಭೀರ [328, 1181, 890, 1223]
min-rate: 35029 [143, 1807, 229, 1828]
variety-name: ಸರಾಸರಿ [38, 1870, 143, 1890]
consumer-meet-body: *ಜನಮಾಧ್ಯಮ, ಕಾರವಾರ: ಕರ್ನಾಟಕ ವಿದ್ಯುತ್ ನಿಗಮದ ವತಿಯಿಂದ ಗ್ರಾಹಕರ ಸಂವಾದ ಸಭೆಯನ್ನು ಸೆಪ್ಟೆಂಬರ್ 19 ರಂದು ಮಧ್ಯಾಹ್ನ 3.30 ರಿಂದ ಸಂಜೆ 5.30 ರವರೆಗೆ ಆಯೋಜಿಸಲಾಗಿದೆ. ಗ್ರಾಹಕರು ತಮ್ಮ ಕುಂದು ಕೊರತೆಗಳನ್ನು ಸಭೆಯಲ್ಲಿ ಸಲ್ಲಿಸಬಹುದು. [1077, 1231, 1420, 1280]
print-registration-marks [801, 2523, 855, 2536]
continued-kicker: ಒಂದನೇ ಪುಟದಿಂದ... [336, 1829, 457, 1848]
min-rate: 57127 [143, 1651, 229, 1672]
felicitation-body: *ಜನಮಾಧ್ಯಮ, ಯಲ್ಲಾಪುರ: ಅಂಕೋಲಾದ ಡಾ.ದಿನಕರ ದೇಸಾಯಿ ಸ್ಮಾರಕ ಪ್ರತಿಷ್ಠಾನದ ಆಶ್ರಯದಲ್ಲಿ ನಡೆದ ನಾಡಿನ ಹಿರಿಯ ಪತ್ರಕರ್ತ ಶತಾಯುಷಿ ಆನಂದ ಅವರಿಗೆ ಸನ್ಮಾನ ಕಾರ್ಯಕ್ರಮ ನಡೆಯಿತು. ರಾಷ್ಟ್ರೀಯ ಪ್ರಶಸ್ತಿ ಪುರಸ್ಕೃತ ಶಿಕ್ಷಕರಾದ ಮೊಗಟಾ ಅವರು ಸನ್ಮಾನಿಸಿ ಮಾತನಾಡಿದರು. ಪತ್ರಿಕೋದ್ಯಮದಲ್ಲಿ ಅವರ ಸೇವೆ ಅನನ್ಯ ಎಂದರು. ಕಾರ್ಯಕ್ರಮದಲ್ಲಿ ಹಲವು ಗಣ್ಯರು ಉಪಸ್ಥಿತರಿದ್ದರು. [682, 983, 1065, 1049]
zodiac-name: ಮೀನ [58, 1262, 75, 1271]
zodiac-icon: ♒ [45, 1158, 88, 1201]
variety-name: ಬಿಳೆ ಗೋಟು [38, 1807, 143, 1828]
zodiac-name: ಕುಂಭ [58, 1201, 75, 1211]
ad-products [784, 145, 1421, 281]
zodiac-name: ಕನ್ಯಾ [60, 901, 73, 910]
horoscope-text: ಆಹಾರ ಕ್ರಮದ ಬಗ್ಗೆ ವಿಶೇಷವಾಗಿ ಮೈಗ್ರೇನ್ ರೋಗಿಗಳು ಸೂಕ್ತ ಎಚ್ಚರ ತೆಗೆದುಕೊಳ್ಳಬೇಕು. [97, 558, 288, 586]
market-tables [37, 1454, 316, 1890]
print-registration-marks [109, 2523, 164, 2536]
praja-seve-article-2 [1077, 1857, 1420, 2203]
coastal-cleanup-headline: ಸಮುದ್ರ ತೀರ ನೈರ್ಮಲ್ಯ ಅಭಿಯಾನ [1077, 1329, 1420, 1363]
article-headline: ನಾಳೆ ಜಿಲ್ಲಾ ಉಸ್ತುವಾರಿ ಸಚಿವರ ಪ್ರವಾಸ [36, 2349, 290, 2372]
variety-name: ಬೆ.ಗೋಟು [38, 1567, 143, 1588]
horoscope-item [37, 735, 316, 796]
zodiac-icon: ♏ [45, 978, 88, 1021]
min-rate: 18600 [143, 1786, 229, 1807]
table-row [38, 1702, 316, 1723]
min-rate: - [143, 1828, 229, 1849]
horoscope-text: ಸಹೋದರರ ಸಹಾಯದಿಂದ ಉತ್ತಮ ಲಾಭ. ಇತರರ ನೋವು ತಿಳಿಯಲು ಪ್ರಯತ್ನಿಸಿ. [97, 678, 305, 706]
table-row [38, 1505, 316, 1525]
variety-name: ಬಿಳೆ ಗೋಟು [38, 1588, 143, 1609]
horoscope-item [37, 1156, 316, 1216]
zodiac-icon: ♑ [45, 1098, 88, 1141]
horoscope-item [37, 1096, 316, 1156]
zodiac-icon: ♉ [45, 617, 88, 661]
variety-name: ರಾಶಿ [38, 1505, 143, 1525]
print-registration-marks [1238, 2523, 1292, 2536]
praja-seve-body-2: *ಜನಮಾಧ್ಯಮ, ಕಾರವಾರ: ಸಾರ್ವಜನಿಕರ ಅಹವಾಲುಗಳನ್ನು ಆಲಿಸಿ ಸ್ಥಳದಲ್ಲೇ ಪರಿಹಾರ ನೀಡುವ ಉದ್ದೇಶದಿಂದ ಜಿಲ್ಲಾಡಳಿತ ಸೆಪ್ಟೆಂಬರ್ 19 ರಂದು ಬೆಳಿಗ್ಗೆ 10.30 ಗಂಟೆಗೆ ಪ್ರಜಾಸೇವೆ ಆಂದೋಲನ ಸಭೆ ಆಯೋಜಿಸಿದೆ. ಕಂದಾಯ, ಆರೋಗ್ಯ, ಶಿಕ್ಷಣ ಸೇರಿದಂತೆ ವಿವಿಧ ಇಲಾಖೆಗಳ ಅಧಿಕಾರಿಗಳು ಹಾಜರಿರುವರು. ಸಾರ್ವಜನಿಕರು ತಮ್ಮ ಸಮಸ್ಯೆಗಳನ್ನು ಅರ್ಜಿ ಮೂಲಕ ಸಲ್ಲಿಸಬಹುದು ಎಂದು ಪ್ರಕಟಣೆ ತಿಳಿಸಿದೆ. [1077, 1899, 1250, 2051]
variety-name: ರಾಶಿ [38, 1723, 143, 1744]
mid-bottom-articles [701, 1820, 1065, 2517]
consumer-meet-article [1077, 1191, 1420, 1316]
zodiac-icon: ♈ [45, 557, 88, 601]
max-rate: 41899 [229, 1744, 316, 1765]
min-rate: - [143, 1609, 229, 1630]
table-row [38, 1609, 316, 1630]
min-rate: 22100 [143, 1567, 229, 1588]
product-tiles: ಟೈಲ್ಸ್, ಬಾತ್‌ರೂಮ್ ಫಿಟಿಂಗ್ [1293, 145, 1421, 281]
product-tmt-bar: ಟಿ.ಎಮ್.ಟಿ. ಬಾರ್ [784, 145, 911, 281]
horoscope-item [37, 555, 316, 615]
top-advertisement [36, 35, 1445, 309]
min-rate: 32699 [143, 1744, 229, 1765]
table-row [38, 1525, 316, 1546]
ganapati-puja-photo [1077, 453, 1420, 740]
ad-company-name: ಟಿ.ಎಸ್.ಎಸ್. ಕಟ್ಟಡ ನಿರ್ಮಾಣ ಸಾಮಗ್ರಿ ವಿಭಾಗ [37, 258, 529, 285]
